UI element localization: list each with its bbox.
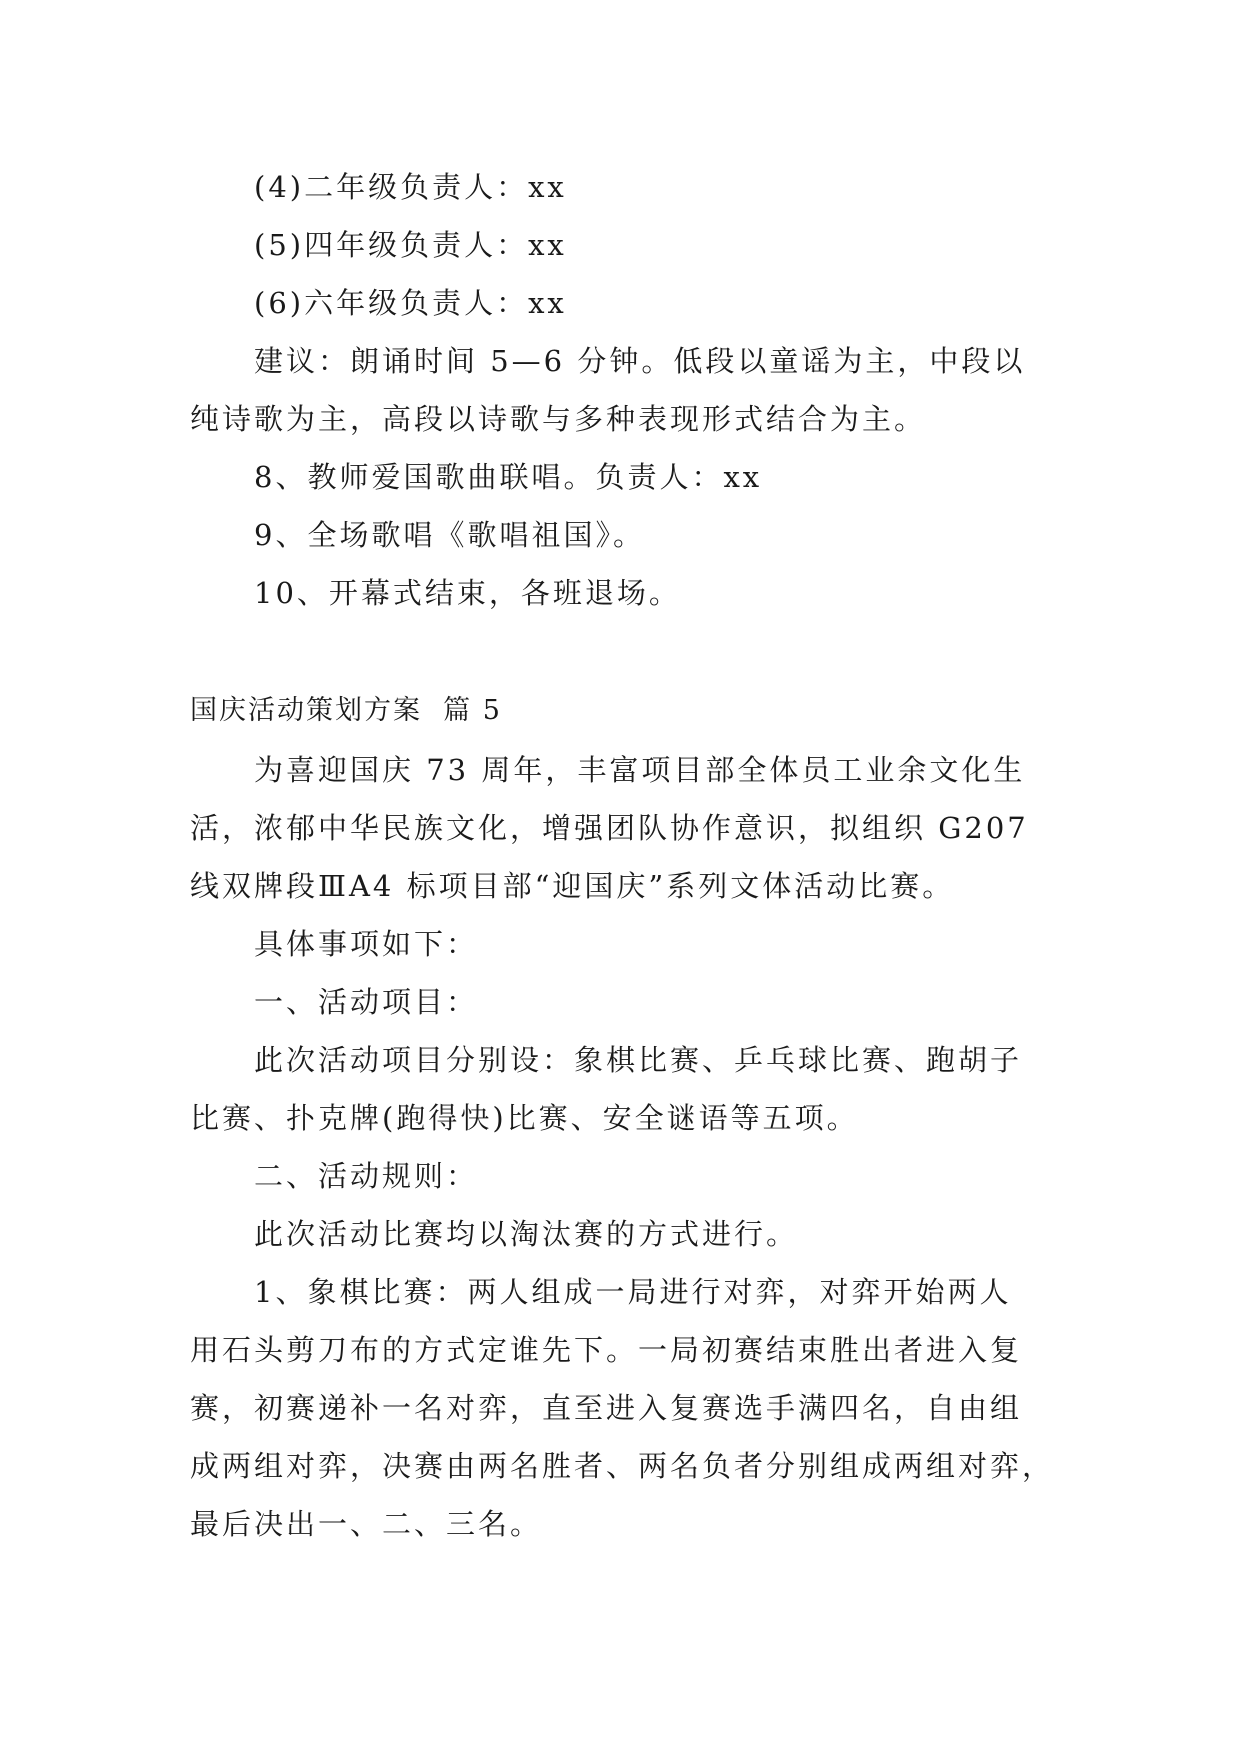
details-intro: 具体事项如下： — [254, 927, 479, 961]
section-heading — [190, 682, 1055, 740]
step-9: 9、全场歌唱《歌唱祖国》。 — [254, 518, 645, 552]
rule1-line-5: 最后决出一、二、三名。 — [190, 1507, 543, 1541]
rule1-line-3: 赛，初赛递补一名对弈，直至进入复赛选手满四名，自由组 — [190, 1391, 1023, 1425]
top-section — [190, 158, 1055, 622]
suggestion-line-1: 建议：朗诵时间 5—6 分钟。低段以童谣为主，中段以 — [254, 344, 1026, 378]
intro-line-1: 为喜迎国庆 73 周年，丰富项目部全体员工业余文化生 — [254, 753, 1026, 787]
step-10: 10、开幕式结束，各班退场。 — [254, 576, 681, 610]
part1-body-line-1: 此次活动项目分别设：象棋比赛、乒乓球比赛、跑胡子 — [254, 1043, 1023, 1077]
rule1-line-2: 用石头剪刀布的方式定谁先下。一局初赛结束胜出者进入复 — [190, 1333, 1023, 1367]
part1-body-line-2: 比赛、扑克牌(跑得快)比赛、安全谜语等五项。 — [190, 1101, 859, 1135]
rule1-line-1: 1、象棋比赛：两人组成一局进行对弈，对弈开始两人 — [254, 1275, 1012, 1309]
step-8: 8、教师爱国歌曲联唱。负责人：xx — [254, 460, 763, 494]
section5-body — [190, 741, 1055, 1553]
suggestion-line-2: 纯诗歌为主，高段以诗歌与多种表现形式结合为主。 — [190, 402, 927, 436]
responsible-item-grade6: (6)六年级负责人：xx — [254, 286, 567, 320]
responsible-item-grade2: (4)二年级负责人：xx — [254, 170, 567, 204]
intro-line-2: 活，浓郁中华民族文化，增强团队协作意识，拟组织 G207 — [190, 811, 1029, 845]
rule1-line-4: 成两组对弈，决赛由两名胜者、两名负者分别组成两组对弈， — [190, 1449, 1055, 1483]
part2-title: 二、活动规则： — [254, 1159, 479, 1193]
part2-body: 此次活动比赛均以淘汰赛的方式进行。 — [254, 1217, 799, 1251]
intro-line-3: 线双牌段ⅢA4 标项目部“迎国庆”系列文体活动比赛。 — [190, 869, 955, 903]
responsible-item-grade4: (5)四年级负责人：xx — [254, 228, 567, 262]
part1-title: 一、活动项目： — [254, 985, 479, 1019]
section-title: 国庆活动策划方案 篇 5 — [190, 695, 502, 726]
